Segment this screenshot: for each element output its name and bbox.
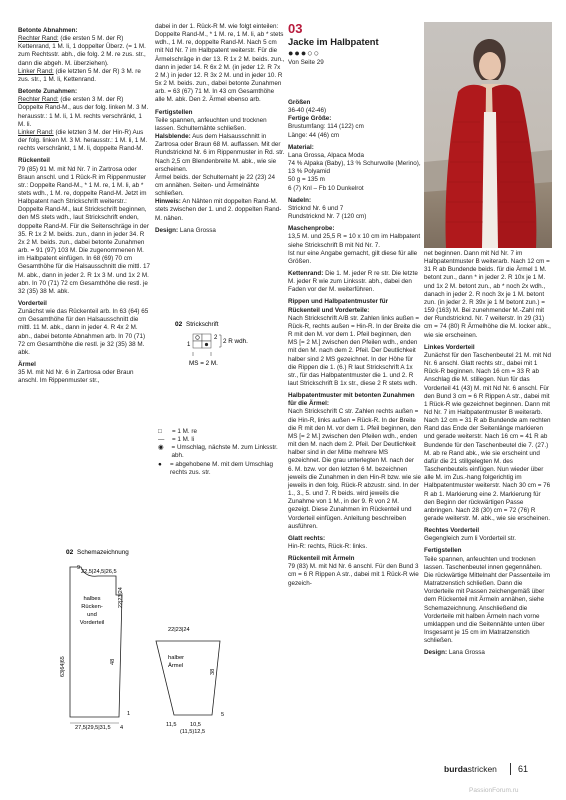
knitting-chart [155, 318, 285, 388]
sleeve-label-1: halber [168, 655, 185, 661]
legend-item: □ = 1 M. re [158, 428, 198, 435]
legend-item: — = 1 M. li [158, 436, 195, 444]
col2-paragraph: dabei in der 1. Rück-R M. wie folgt einteilen: Doppelte Rand-M., * 1 M. re, 1 M. li, ab * stets wdh., 1 M. re, doppelte Rand-M. Nach 5 cm mit Nd Nr. 7 im Halbpatent weiterstr. Für die Ärmelschräge in der 13. R 1x 2 M. beids. zun., dann in jeder 14. R 6x 2 M. (in jeder 12. R 7x 2 M.) in jeder 12. R 3x 2 M. und in jeder 10. R 5x 2 M. beids. zun., dabei betonte Zunahmen arb. = 63 (67) 71 M. In 43 cm Gesamthöhe alle M. abk. Den 2. Ärmel ebenso arb. [155, 23, 285, 104]
col1-paragraph: Vorderteil [18, 300, 47, 307]
col4-paragraph: Fertigstellen [424, 547, 462, 555]
legend-item: ● = abgehobene M. mit dem Umschlag rechts zus. str. [158, 460, 274, 476]
col3-paragraph: Stricknd Nr. 6 und 7 [288, 204, 344, 212]
model-photo [424, 22, 552, 248]
col1-paragraph: Rechter Rand: (die ersten 3 M. der R) Doppelte Rand-M., aus der folg. linken M. 3 M. herausstr.: 1 M. li, 1 M. rechts verschränkt, 1 M. li. [18, 96, 149, 128]
chart-row-2: 2 [214, 335, 218, 341]
page-number: 61 [518, 764, 529, 774]
chart-row-repeat-label: 2 R wdh. [223, 338, 248, 345]
col1-paragraph: Betonte Zunahmen: [18, 88, 78, 96]
schema-piece-label-1: halbes [83, 596, 101, 602]
col4-paragraph: Gegengleich zum li Vorderteil str. [424, 535, 517, 543]
col3-paragraph: Halbpatentmuster mit betonten Zunahmen für die Ärmel: [288, 392, 415, 408]
watermark: PassionForum.ru [469, 787, 519, 794]
schema-side-measure: 22|23|24 [118, 587, 124, 608]
col3-paragraph: 74 % Alpaka (Baby), 13 % Schurwolle (Merino), 13 % Polyamid [288, 160, 421, 176]
difficulty-rating: ●●●○○ [288, 48, 321, 58]
col1-paragraph: Betonte Abnahmen: [18, 27, 78, 34]
project-number: 03 [288, 21, 303, 36]
col3-paragraph: Ist nur eine Angabe gemacht, gilt diese für alle Größen. [288, 249, 418, 265]
col4-paragraph: Linkes Vorderteil [424, 343, 475, 351]
col3-paragraph: 79 (83) M. mit Nd Nr. 6 anschl. Für den Bund 3 cm = 6 R Rippen A str., dabei mit 1 Rück-R wie gezeich- [288, 563, 419, 587]
body-piece-outline [70, 567, 122, 717]
col2-paragraph: Hinweis: An Nähten mit doppelten Rand-M. stets zwischen der 1. und 2. doppelten Rand-M. nähen. [155, 198, 282, 222]
col1-paragraph: Rechter Rand: (die ersten 5 M. der R) Kettenrand, 1 M. li, 1 doppelter Überz. (= 1 M. zum Rechtsstr. abh., die folg. 2 M. re zus. str., dann die abgeh. M. überziehen). [18, 35, 146, 67]
col3-paragraph: Länge: 44 (46) cm [288, 131, 340, 139]
col3-paragraph: 36-40 (42-46) [288, 107, 327, 115]
col1-paragraph: 79 (85) 91 M. mit Nd Nr. 7 in Zartrosa oder Braun anschl. und 1 Rück-R im Rippenmuster str.: Doppelte Rand-M., * 1 M. re, 1 M. li, ab * stets wdh., 1 M. re, doppelte Rand-M. Jetzt im Halbpatent nach Strickschrift weiterstr.: Doppelte Rand-M., laut Strickschrift beginnen, den MS stets wdh., laut Strickschrift enden, doppelte Rand-M. Für die Seitenschräge in der 35. R 1x 2 M. beids. zun., dann in jeder 34. R 2x 2 M. beids. zun., dabei betonte Zunahmen arb. = 91 (97) 103 M. Die zugenommenen M. im Halbpatent einfügen. In 68 (69) 70 cm Gesamthöhe für die Halsausschnitt die mittl. 17 M. abk., dann in jeder 2. R 1x 3 M. und 1x 2 M. abn. In 70 (71) 72 cm Gesamthöhe die restl. je 32 (35) 38 M. abk. [18, 165, 150, 295]
col2-paragraph: Design: Lana Grossa [155, 226, 216, 234]
chart-title: Strickschrift [186, 321, 219, 328]
project-header [288, 22, 421, 67]
col1-paragraph: Rückenteil [18, 157, 50, 165]
col3-paragraph: Material: [288, 143, 314, 151]
schema-piece-label-4: Vorderteil [79, 620, 105, 626]
col3-paragraph: Kettenrand: Die 1. M. jeder R re str. Die letzte M. jeder R wie zum Linksstr. abh., dabei den Faden vor der M. weiterführen. [288, 269, 418, 294]
col2-paragraph: Ärmel beids. der Schulternaht je 22 (23) 24 cm annähen. Seiten- und Ärmelnähte schließen. [155, 173, 276, 198]
slipped-stitch-symbol [205, 343, 208, 346]
schema-piece-label-2: Rücken- [81, 604, 103, 610]
col1-paragraph: Linker Rand: (die letzten 3 M. der Hin-R) Aus der folg. linken M. 3 M. herausstr.: 1 M. li, 1 M. rechts verschränkt, 1 M. li, doppelte Rand-M. [18, 128, 148, 153]
repeat-bracket [219, 335, 221, 347]
col2-paragraph: Teile spannen, anfeuchten und trocknen lassen. Schulternähte schließen. [155, 116, 267, 132]
col1-paragraph: Zunächst wie das Rückenteil arb. In 63 (64) 65 cm Gesamthöhe für den Halsausschnitt die mittl. 11 M. abk., dann in jeder 4. R 4x 2 M. abn., dabei betonte Abnahmen arb. In 70 (71) 72 cm Gesamthöhe die restl. je 32 (35) 38 M. abk. [18, 308, 149, 356]
col3-paragraph: Nadeln: [288, 196, 312, 204]
schema-bottom-right: 4 [120, 725, 124, 731]
chart-row-1: 1 [187, 342, 191, 348]
stitch-repeat-arrows [193, 352, 211, 356]
col3-paragraph: Hin-R: rechts, Rück-R: links. [288, 542, 368, 550]
text-column-1 [18, 23, 150, 386]
legend-item: ◉ = Umschlag, nächste M. zum Linksstr. abh. [158, 444, 278, 460]
col4-paragraph: Zunächst für den Taschenbeutel 21 M. mit Nd Nr. 6 anschl. Glatt rechts str., dabei mit 1 Rück-R beginnen. Nach 16 cm = 33 R ab Anschlag die M. stillegen. Nun für das Vorderteil 41 (43) M. mit Nd Nr. 6 anschl. Für den Bund 3 cm = 6 R Rippen A str., dabei mit 1 Rück-R wie gezeichnet beginnen. Dann mit Nd Nr. 7 im Halbpatentmuster B weiterarb. Nach 12 cm = 31 R ab Bundende am rechten Rand das Ende der Seitenlänge markieren und gerade weiterstr. Nach 16 cm = 41 R ab Bundende für den Taschenbeutel die 7. (27.) M. ab re Rand abk., wie sie erscheint und dafür die 21 stillgelegten M. des Taschenbeutels einfügen. Nun wieder über alle M. im Zus.-hang folgerichtig im Halbpatentmuster weiterstr. Nach 30 cm = 76 R ab 1. Markierung eine 2. Markierung für den Beginn der rückwärtigen Passe anbringen. Nach 28 (30) cm = 72 (76) R gerade weiterstr. M. abk., wie sie erscheinen. [424, 351, 551, 522]
schema-left-height: 63|64|65 [60, 656, 66, 677]
sleeve-cuff: 5 [221, 712, 225, 718]
sleeve-bottom-2: (11,5)12,5 [180, 729, 206, 735]
schema-title: Schemazeichnung [77, 549, 129, 556]
col4-paragraph: Rechtes Vorderteil [424, 527, 480, 535]
text-column-4 [424, 250, 552, 658]
col3-paragraph: Glatt rechts: [288, 534, 326, 542]
col2-paragraph: Fertigstellen [155, 108, 193, 116]
schema-number: 02 [66, 549, 74, 556]
sleeve-piece-outline [156, 641, 220, 715]
see-page: Von Seite 29 [288, 59, 324, 66]
schema-mid-height: 48 [110, 658, 116, 665]
project-title: Jacke im Halbpatent [288, 36, 379, 47]
schematic-drawing [18, 545, 243, 735]
sleeve-label-2: Ärmel [168, 663, 184, 669]
sleeve-bottom-left: 11,5 [166, 722, 177, 728]
col3-paragraph: 13,5 M. und 25,5 R = 10 x 10 cm im Halbpatent siehe Strickschrift B mit Nd Nr. 7. [288, 233, 421, 249]
schema-top-measure: 22,5|24,5|26,5 [81, 569, 117, 575]
col1-paragraph: Linker Rand: (die letzten 5 M. der R) 3 M. re zus. str., 1 M. li, Kettenrand. [18, 67, 141, 83]
col4-paragraph: net beginnen. Dann mit Nd Nr. 7 im Halbpatentmuster B weiterarb. Nach 12 cm = 31 R ab Bundende beids. für die Ärmel 1 M. betont zun., dann * in jeder 2. R 10x je 1 M. und 1x 2 M. betont zun., ab * noch 2x wdh., danach in jeder 2. R noch 3x je 1 M. betont zun. (in jeder 2. R 39x je 1 M betont zun.) = 159 (163) M. Bei zunehmender M.-Zahl mit der Rundstricknd. Nr. 7 weiterstr. In 29 (31) cm = 74 (80) R Ärmelhöhe die M. locker abk., wie sie erscheinen. [424, 250, 551, 339]
sleeve-height: 38 [210, 668, 216, 675]
col3-paragraph: Rückenteil mit Ärmeln [288, 555, 355, 563]
col3-paragraph: 50 g = 135 m [288, 176, 325, 184]
col4-paragraph: Design: Lana Grossa [424, 649, 485, 657]
col3-paragraph: Rundstricknd Nr. 7 (120 cm) [288, 213, 367, 221]
col3-paragraph: Brustumfang: 114 (122) cm [288, 123, 364, 131]
col3-paragraph: Nach Strickschrift A/B str. Zahlen links außen = Rück-R, rechts außen = Hin-R. In der Breite die R mit den M. vor dem 1. Pfeil beginnen, den MS [= 2 M.] zwischen den Pfeilen wdh., enden mit den M. nach dem 2. Pfeil. Der Deutlichkeit halber sind 2 MS gezeichnet. In der Höhe für die Rippen die 1. (6.) R laut Strickschrift A 1x str., für das Halbpatentmuster die 1. und 2. R laut Strickschrift B 1x str., diese 2 R stets wdh. [288, 314, 421, 387]
schema-top-left: 9 [77, 565, 81, 571]
col3-paragraph: Nach Strickschrift C str. Zahlen rechts außen = die Hin-R, links außen = Rück-R. In der Breite die R mit den M. vor dem 1. Pfeil beginnen, den MS [= 2 M.] zwischen den Pfeilen wdh., enden mit den M. nach dem 2. Pfeil. Der Deutlichkeit halber sind in der Mitte mehrere MS gezeichnet. Die grau unterlegten M. nach der 6. M. bzw. vor den letzten 6 M. bezeichnen jeweils die Zunahmen in den Hin-R bzw. wie sie jeweils in den folg. Rück-R abzustr. sind. In der 1., 3., 5. und 7. R beids. wird jeweils die Zunahme von 1 M., in der 9. R von 2 M. gezeigt. Diese Zunahmen im Rückenteil und Vorderteil einfügen. Anleitung beschreiben ausführen. [288, 408, 422, 530]
chart-number: 02 [175, 321, 183, 328]
magazine-brand: burdastricken [444, 764, 497, 774]
col3-paragraph: Größen [288, 99, 311, 106]
text-column-2 [155, 23, 285, 235]
sleeve-bottom: 10,5 [190, 722, 201, 728]
schema-bottom-measure: 27,5|29,5|31,5 [75, 725, 111, 731]
col1-paragraph: Ärmel [18, 361, 36, 369]
chart-grid [193, 334, 211, 348]
schema-piece-label-3: und [87, 612, 97, 618]
col1-paragraph: 35 M. mit Nd Nr. 6 in Zartrosa oder Braun anschl. Im Rippenmuster str., [18, 369, 134, 385]
col3-paragraph: Rippen und Halbpatentmuster für Rückenteil und Vorderteile: [288, 298, 389, 314]
legend-list [158, 428, 286, 477]
chart-legend [158, 428, 286, 477]
sleeve-top-measure: 22|23|24 [168, 627, 190, 633]
footer-divider [510, 763, 511, 775]
col3-paragraph: Fertige Größe: [288, 115, 332, 123]
col3-paragraph: 6 (7) Knl – Fb 10 Dunkelrot [288, 184, 364, 192]
col3-paragraph: Maschenprobe: [288, 225, 335, 233]
col2-paragraph: Halsblende: Aus dem Halsausschnitt in Zartrosa oder Braun 68 M. auffassen. Mit der Rundstricknd Nr. 6 im Rippenmuster in Rd. str. Nach 2,5 cm Blendenbreite M. abk., wie sie erscheinen. [155, 133, 285, 173]
schema-bottom-right-2: 1 [127, 711, 131, 717]
col4-paragraph: Teile spannen, anfeuchten und trocknen lassen. Taschenbeutel innen gegennähen. Die rückwärtige Mittelnaht der Passenteile im Matratzenstich schließen. Dann die Vorderteile mit Passen zeichengemäß über dem Rückenteil mit Ärmeln annähen, siehe Schemazeichnung. Anschließend die Vorderteile mit halben Ärmeln nach vorne umklappen und die Seitennähte unten über Insgesamt je 15 cm im Matratzenstich schließen. [424, 555, 550, 645]
text-column-3 [288, 95, 421, 588]
col3-paragraph: Lana Grossa, Alpaca Moda [288, 151, 364, 159]
chart-stitch-repeat-label: MS = 2 M. [189, 360, 218, 367]
